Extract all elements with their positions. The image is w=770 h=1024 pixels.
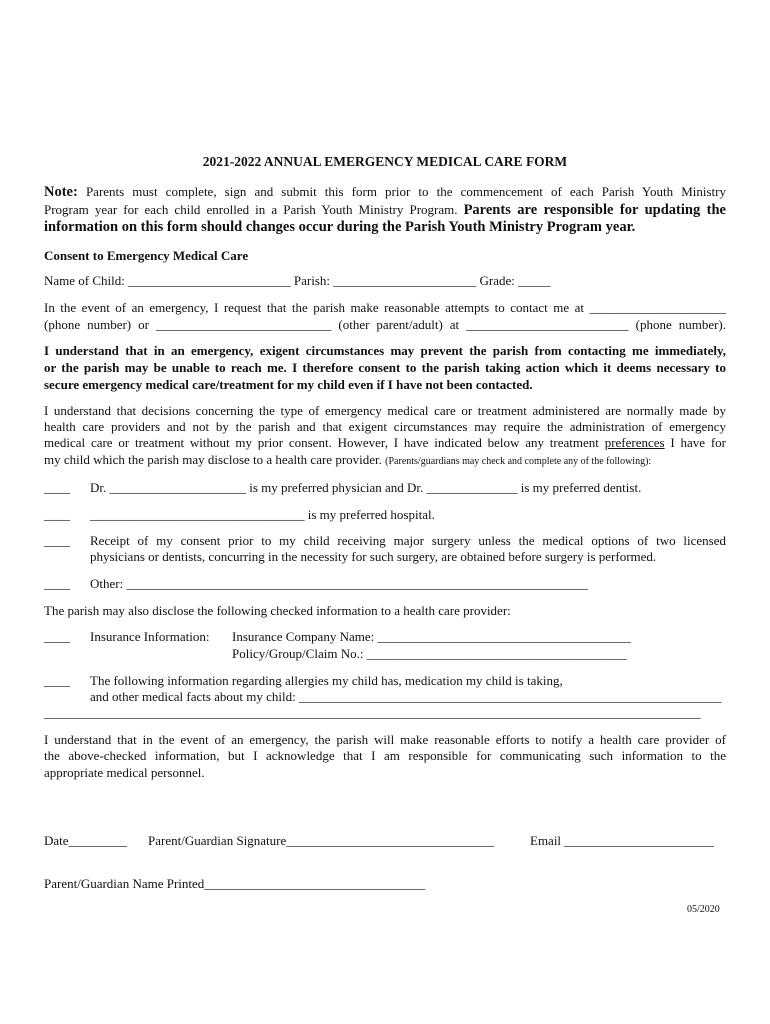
option-physician-text: Dr. _____________________ is my preferred physician and Dr. ______________ is my preferred dentist. xyxy=(90,480,642,495)
decisions-line-4-text: my child which the parish may disclose to a health care provider. xyxy=(44,452,382,467)
decisions-line-2: health care providers and not by the parish and that exigent circumstances may require the administration of emergency xyxy=(44,419,726,434)
revision-date: 05/2020 xyxy=(687,904,720,915)
decisions-line-3-text: medical care or treatment without my prior consent. However, I have indicated below any treatment xyxy=(44,435,599,450)
option-other-text: Other: _______________________________________________________________________ xyxy=(90,576,588,591)
email-field[interactable]: Email _______________________ xyxy=(530,833,714,848)
decisions-instruction: (Parents/guardians may check and complete any of the following): xyxy=(385,456,652,467)
option-surgery-line-2: physicians or dentists, concurring in the necessity for such surgery, are obtained before surgery is performed. xyxy=(90,549,657,564)
note-text-2: Program year for each child enrolled in a Parish Youth Ministry Program. xyxy=(44,202,458,217)
note-bold-2: Parents are responsible for updating the xyxy=(463,202,726,218)
decisions-line-4 xyxy=(44,452,651,470)
allergies-blank[interactable]: ____ xyxy=(44,673,70,688)
insurance-blank[interactable]: ____ xyxy=(44,629,70,644)
decisions-line-3 xyxy=(44,435,726,451)
emergency-contact-line-1: In the event of an emergency, I request that the parish make reasonable attempts to contact me at _____________________ xyxy=(44,300,726,315)
form-title: 2021-2022 ANNUAL EMERGENCY MEDICAL CARE FORM xyxy=(202,154,568,169)
allergies-line-1: The following information regarding allergies my child has, medication my child is taking, xyxy=(90,673,563,688)
option-physician-blank[interactable]: ____ xyxy=(44,480,70,495)
option-surgery-blank[interactable]: ____ xyxy=(44,533,70,548)
note-bold-3: information on this form should changes occur during the Parish Youth Ministry Program year. xyxy=(44,219,636,235)
allergies-line-2: and other medical facts about my child: _________________________________________________________________ xyxy=(90,689,722,704)
decisions-line-3-end: I have for xyxy=(670,435,727,450)
date-field[interactable]: Date_________ xyxy=(44,833,128,848)
insurance-company-line: Insurance Company Name: _______________________________________ xyxy=(232,629,631,644)
disclose-heading: The parish may also disclose the following checked information to a health care provider: xyxy=(44,603,511,618)
child-info-line: Name of Child: _________________________ Parish: ______________________ Grade: _____ xyxy=(44,273,551,288)
insurance-label: Insurance Information: xyxy=(90,629,210,644)
final-line-1: I understand that in the event of an emergency, the parish will make reasonable efforts to notify a health care provider of xyxy=(44,732,726,747)
note-label: Note: xyxy=(44,184,78,200)
allergies-line-3: _____________________________________________________________________________________________________ xyxy=(44,705,701,720)
option-surgery-line-1: Receipt of my consent prior to my child receiving major surgery unless the medical options of two licensed xyxy=(90,533,726,548)
consent-bold-line-2: or the parish may be unable to reach me. I therefore consent to the parish taking action which it deems necessary to xyxy=(44,360,726,375)
parent-name-printed-field[interactable]: Parent/Guardian Name Printed__________________________________ xyxy=(44,876,426,891)
parent-signature-field[interactable]: Parent/Guardian Signature________________________________ xyxy=(148,833,495,848)
insurance-policy-line: Policy/Group/Claim No.: ________________________________________ xyxy=(232,646,627,661)
final-line-2: the above-checked information, but I acknowledge that I am responsible for communicating such information to the xyxy=(44,748,726,763)
final-line-3: appropriate medical personnel. xyxy=(44,765,205,780)
consent-heading: Consent to Emergency Medical Care xyxy=(44,248,249,263)
decisions-line-1: I understand that decisions concerning the type of emergency medical care or treatment administered are normally made by xyxy=(44,403,726,418)
option-hospital-text: _________________________________ is my preferred hospital. xyxy=(90,507,435,522)
note-line-1 xyxy=(44,184,726,200)
option-hospital-blank[interactable]: ____ xyxy=(44,507,70,522)
note-line-2 xyxy=(44,202,726,218)
emergency-contact-line-2: (phone number) or ___________________________ (other parent/adult) at _________________________ (phone number). xyxy=(44,317,726,332)
note-text-1: Parents must complete, sign and submit this form prior to the commencement of each Parish Youth Ministry xyxy=(85,184,727,199)
preferences-word: preferences xyxy=(604,435,665,450)
option-other-blank[interactable]: ____ xyxy=(44,576,70,591)
consent-bold-line-1: I understand that in an emergency, exigent circumstances may prevent the parish from contacting me immediately, xyxy=(44,343,726,358)
consent-bold-line-3: secure emergency medical care/treatment for my child even if I have not been contacted. xyxy=(44,377,533,392)
